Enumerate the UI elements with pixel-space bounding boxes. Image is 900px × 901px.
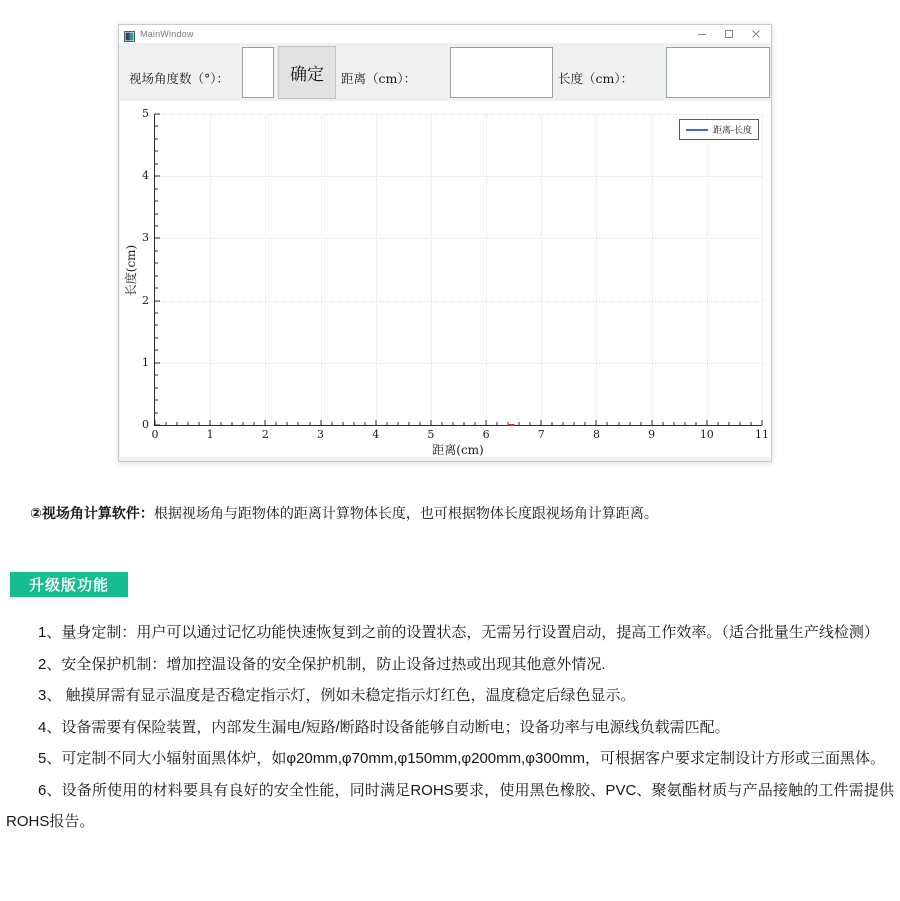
plot-area: [142, 106, 769, 441]
x-tick-label: 6: [482, 428, 490, 441]
x-gridline: [652, 114, 653, 425]
x-major-tick: [762, 420, 763, 425]
y-minor-tick: [155, 325, 158, 326]
x-minor-tick: [464, 422, 465, 425]
x-gridline: [321, 114, 322, 425]
x-gridline: [210, 114, 211, 425]
close-icon[interactable]: [742, 25, 769, 43]
x-minor-tick: [662, 422, 663, 425]
x-minor-tick: [717, 422, 718, 425]
y-tick-label: 2: [142, 293, 149, 307]
description-lead: ②视场角计算软件：: [30, 505, 154, 521]
y-minor-tick: [155, 188, 158, 189]
length-label: 长度（cm）：: [558, 71, 634, 86]
x-minor-tick: [441, 422, 442, 425]
x-minor-tick: [684, 422, 685, 425]
x-major-tick: [210, 420, 211, 425]
x-minor-tick: [309, 422, 310, 425]
x-major-tick: [265, 420, 266, 425]
x-tick-label: 4: [372, 428, 380, 441]
y-tick-label: 3: [142, 231, 149, 245]
y-axis-title: 长度(cm): [124, 244, 139, 296]
feature-item-5: 5、可定制不同大小辐射面黑体炉，如φ20mm,φ70mm,φ150mm,φ200mm,φ300mm，可根据客户要求定制设计方形或三面黑体。: [38, 750, 886, 767]
legend-label: 距离-长度: [712, 126, 752, 136]
x-major-tick: [541, 420, 542, 425]
confirm-button[interactable]: 确定: [278, 46, 336, 99]
x-major-tick: [706, 420, 707, 425]
y-gridline: [155, 363, 762, 364]
x-minor-tick: [342, 422, 343, 425]
y-major-tick: [155, 238, 160, 239]
data-point-marker: [507, 424, 514, 426]
x-minor-tick: [530, 422, 531, 425]
minimize-icon[interactable]: [688, 25, 715, 43]
input-form-row: [119, 43, 771, 101]
y-minor-tick: [155, 163, 158, 164]
y-minor-tick: [155, 337, 158, 338]
software-description: [30, 503, 658, 523]
x-minor-tick: [563, 422, 564, 425]
x-tick-label: 0: [151, 428, 159, 441]
window-title: MainWindow: [140, 29, 194, 39]
y-minor-tick: [155, 138, 158, 139]
x-minor-tick: [408, 422, 409, 425]
x-gridline: [431, 114, 432, 425]
x-gridline: [486, 114, 487, 425]
x-minor-tick: [386, 422, 387, 425]
x-tick-label: 8: [592, 428, 600, 441]
x-tick-label: 11: [755, 428, 769, 441]
x-minor-tick: [574, 422, 575, 425]
x-gridline: [707, 114, 708, 425]
x-minor-tick: [364, 422, 365, 425]
x-major-tick: [430, 420, 431, 425]
x-axis-title: 距离(cm): [432, 443, 484, 457]
x-minor-tick: [419, 422, 420, 425]
x-minor-tick: [618, 422, 619, 425]
x-tick-label: 1: [206, 428, 214, 441]
x-minor-tick: [475, 422, 476, 425]
x-minor-tick: [353, 422, 354, 425]
x-minor-tick: [519, 422, 520, 425]
x-minor-tick: [607, 422, 608, 425]
x-minor-tick: [254, 422, 255, 425]
y-minor-tick: [155, 412, 158, 413]
y-minor-tick: [155, 400, 158, 401]
x-minor-tick: [673, 422, 674, 425]
y-minor-tick: [155, 275, 158, 276]
description-body: 根据视场角与距物体的距离计算物体长度，也可根据物体长度跟视场角计算距离。: [153, 505, 658, 521]
x-minor-tick: [298, 422, 299, 425]
app-icon: [124, 29, 135, 40]
y-gridline: [155, 301, 762, 302]
feature-item-6: 6、设备所使用的材料要具有良好的安全性能，同时满足ROHS要求，使用黑色橡胶、PVC、聚氨酯材质与产品接触的工件需提供ROHS报告。: [6, 781, 894, 830]
x-major-tick: [651, 420, 652, 425]
legend-line-sample: [686, 129, 708, 131]
x-minor-tick: [188, 422, 189, 425]
y-minor-tick: [155, 288, 158, 289]
x-tick-label: 7: [537, 428, 545, 441]
x-minor-tick: [750, 422, 751, 425]
x-minor-tick: [331, 422, 332, 425]
x-minor-tick: [728, 422, 729, 425]
x-minor-tick: [221, 422, 222, 425]
y-major-tick: [155, 425, 160, 426]
x-minor-tick: [397, 422, 398, 425]
window-titlebar[interactable]: [119, 25, 771, 43]
feature-item-1: 1、量身定制：用户可以通过记忆功能快速恢复到之前的设置状态，无需另行设置启动，提高工作效率。（适合批量生产线检测）: [38, 624, 879, 641]
x-gridline: [541, 114, 542, 425]
x-minor-tick: [287, 422, 288, 425]
x-minor-tick: [552, 422, 553, 425]
x-major-tick: [486, 420, 487, 425]
chart-canvas: [120, 101, 771, 457]
chart-legend: [679, 119, 759, 140]
x-minor-tick: [739, 422, 740, 425]
x-major-tick: [375, 420, 376, 425]
distance-input[interactable]: [450, 47, 553, 98]
x-tick-label: 10: [699, 428, 714, 441]
x-minor-tick: [199, 422, 200, 425]
y-tick-label: 4: [142, 169, 149, 183]
y-major-tick: [155, 300, 160, 301]
y-gridline: [155, 176, 762, 177]
y-tick-label: 5: [142, 106, 149, 120]
y-gridline: [155, 238, 762, 239]
distance-label: 距离（cm）：: [341, 71, 417, 86]
y-minor-tick: [155, 250, 158, 251]
maximize-icon[interactable]: [715, 25, 742, 43]
y-minor-tick: [155, 201, 158, 202]
window-controls: [688, 25, 769, 43]
y-major-tick: [155, 362, 160, 363]
x-minor-tick: [177, 422, 178, 425]
x-minor-tick: [585, 422, 586, 425]
feature-item-2: 2、安全保护机制：增加控温设备的安全保护机制，防止设备过热或出现其他意外情况.: [38, 655, 606, 673]
x-minor-tick: [276, 422, 277, 425]
length-input[interactable]: [666, 47, 770, 98]
y-minor-tick: [155, 151, 158, 152]
feature-item-3: 3、 触摸屏需有显示温度是否稳定指示灯，例如未稳定指示灯红色，温度稳定后绿色显示。: [38, 687, 636, 704]
y-minor-tick: [155, 126, 158, 127]
x-tick-label: 5: [427, 428, 435, 441]
y-major-tick: [155, 114, 160, 115]
x-minor-tick: [640, 422, 641, 425]
x-major-tick: [596, 420, 597, 425]
x-minor-tick: [166, 422, 167, 425]
x-minor-tick: [497, 422, 498, 425]
section-badge: 升级版功能: [10, 572, 128, 597]
y-minor-tick: [155, 213, 158, 214]
x-gridline: [376, 114, 377, 425]
x-minor-tick: [629, 422, 630, 425]
fov-input[interactable]: [242, 47, 274, 98]
feature-item-4: 4、设备需要有保险装置，内部发生漏电/短路/断路时设备能够自动断电；设备功率与电源线负载需匹配。: [38, 718, 730, 736]
y-minor-tick: [155, 387, 158, 388]
x-tick-label: 3: [317, 428, 325, 441]
x-gridline: [762, 114, 763, 425]
y-minor-tick: [155, 313, 158, 314]
y-minor-tick: [155, 375, 158, 376]
main-window: [118, 24, 772, 462]
x-minor-tick: [243, 422, 244, 425]
x-minor-tick: [695, 422, 696, 425]
x-gridline: [596, 114, 597, 425]
x-minor-tick: [232, 422, 233, 425]
y-minor-tick: [155, 263, 158, 264]
y-tick-label: 0: [142, 417, 149, 431]
x-major-tick: [320, 420, 321, 425]
y-major-tick: [155, 176, 160, 177]
fov-label: 视场角度数（°）：: [129, 71, 230, 86]
y-minor-tick: [155, 225, 158, 226]
y-gridline: [155, 114, 762, 115]
feature-list: [6, 617, 894, 838]
x-tick-label: 9: [648, 428, 656, 441]
x-minor-tick: [452, 422, 453, 425]
x-tick-label: 2: [261, 428, 269, 441]
y-tick-label: 1: [142, 355, 149, 369]
y-minor-tick: [155, 350, 158, 351]
x-gridline: [265, 114, 266, 425]
